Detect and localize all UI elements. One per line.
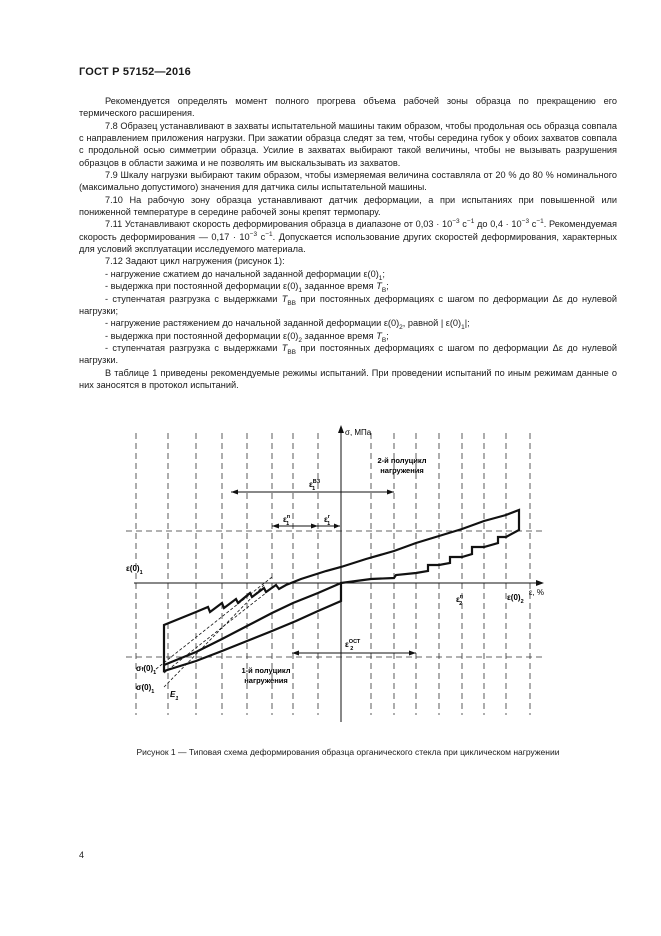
list-item: [79, 330, 617, 342]
half-cycle-1-label: [242, 666, 291, 685]
label-line: нагружения: [380, 466, 424, 475]
figure-1: [126, 425, 550, 730]
text-run: - ступенчатая разгрузка с выдержками: [105, 293, 282, 304]
symbol-eps0-2: $\varepsilon(0)_2$: [507, 593, 524, 605]
text-run: , равной | ε(0): [402, 318, 462, 329]
half-cycle-2-label: [378, 456, 427, 475]
text-run: ;: [386, 281, 389, 292]
subscript: ВВ: [287, 299, 296, 307]
label-line: 1-й полуцикл: [241, 666, 291, 675]
list-item: [79, 268, 617, 280]
subscript: 2: [298, 336, 302, 344]
symbol-eps0-1: $\varepsilon(0)_1$: [126, 564, 143, 576]
list-item: [79, 317, 617, 332]
x-axis-arrow: [536, 580, 544, 586]
text-run: . Допускается использование других скоростей деформирования, характерных для условий эксплуатации исследуемого материала.: [79, 231, 617, 255]
text-run: до 0,4 · 10: [474, 219, 522, 230]
subscript: В: [381, 286, 387, 294]
paragraph-7-9: 7.9 Шкалу нагрузки выбирают таким образом, чтобы измеряемая величина составляла от 20 % до 80 % номинального (максимально допустимого) значения для датчика силы испытательной машины.: [79, 170, 617, 193]
symbol-sigma0-1: $\sigma(0)_1$: [136, 683, 155, 695]
text-run: ;: [382, 268, 385, 279]
grid-lines: [126, 433, 544, 715]
exponent: −3: [521, 218, 530, 226]
deformation-diagram: [126, 425, 550, 730]
label-line: 2-й полуцикл: [377, 456, 427, 465]
text-run: 7.11 Устанавливают скорость деформирования образца в диапазоне от 0,03 · 10: [105, 219, 453, 230]
y-axis-label: σ, МПа: [345, 428, 372, 437]
text-run: - нагружение сжатием до начальной заданной деформации ε(0): [105, 268, 379, 279]
subscript: 1: [461, 324, 465, 332]
text-run: с: [257, 231, 266, 242]
symbol-eps-vz: $\varepsilon^{ВЗ}$ 1: [309, 479, 321, 492]
document-header: ГОСТ Р 57152—2016: [79, 66, 191, 78]
list-item: [79, 280, 617, 292]
text-run: - нагружение растяжением до начальной заданной деформации ε(0): [105, 318, 400, 329]
text-run: с: [459, 219, 467, 230]
subscript: 1: [298, 286, 302, 294]
list-item: [79, 342, 617, 367]
exponent: −3: [452, 218, 460, 226]
text-run: . Рекомендуемая скорость деформирования — 0,17 · 10: [79, 219, 617, 242]
text-run: - выдержка при постоянной деформации ε(0): [105, 330, 299, 341]
exponent: −3: [249, 230, 258, 238]
symbol-sigma-f1: $\sigma f(0)_1$: [136, 664, 157, 676]
exponent: −1: [466, 218, 475, 226]
paragraph: Рекомендуется определять момент полного прогрева объема рабочей зоны образца по прекращению его термического расширения.: [79, 96, 617, 119]
symbol-eps-ost: $\varepsilon^{ОСТ}$ 2: [345, 639, 361, 652]
subscript: ВВ: [287, 348, 296, 356]
label-line: нагружения: [244, 676, 288, 685]
text-run: заданное время: [302, 330, 377, 341]
symbol-eps-g: $\varepsilon^г$ 1: [324, 514, 331, 527]
list-item: [79, 293, 617, 318]
text-run: при постоянных деформациях с шагом по деформации Δε до нулевой нагрузки;: [79, 293, 617, 316]
exponent: −1: [536, 218, 544, 226]
exponent: −1: [265, 230, 273, 238]
text-run: - выдержка при постоянной деформации ε(0): [105, 281, 299, 292]
symbol: T: [376, 330, 382, 341]
paragraph-table-note: В таблице 1 приведены рекомендуемые режимы испытаний. При проведении испытаний по иным режимам данные о них заносятся в протокол испытаний.: [79, 367, 617, 390]
symbol: T: [376, 281, 382, 292]
text-run: при постоянных деформациях с шагом по деформации Δε до нулевой нагрузки.: [79, 342, 617, 366]
subscript: В: [381, 336, 387, 344]
figure-caption: Рисунок 1 — Типовая схема деформирования образца органического стекла при циклическом нагружении: [136, 747, 560, 757]
symbol: T: [281, 293, 288, 304]
symbol-E1: $E_1$: [170, 690, 179, 702]
page-number: 4: [79, 850, 85, 860]
subscript: 1: [378, 274, 383, 282]
text-run: |;: [464, 318, 470, 329]
symbol-eps-p2: $\varepsilon^п$ 2: [456, 594, 464, 607]
body-text: [79, 95, 617, 391]
guide-line: [164, 585, 276, 673]
symbol-eps-p: $\varepsilon^п$ 1: [283, 514, 291, 527]
text-run: заданное время: [302, 281, 377, 292]
subscript: 2: [399, 324, 403, 332]
paragraph-7-8: 7.8 Образец устанавливают в захваты испытательной машины таким образом, чтобы продольная ось образца совпала с направлением приложения нагрузки. При зажатии образца следят за тем, чтобы середина губок у обоих захватов совпала с продольной осью симметрии образца. Усилие в захватах выбирают такой величины, чтобы не вызывать разрушения образцов в области зажима и не позволять им выскальзывать из захватов.: [79, 120, 617, 168]
text-run: - ступенчатая разгрузка с выдержками: [105, 342, 282, 353]
paragraph-7-11: [79, 218, 617, 255]
symbol: T: [281, 342, 288, 353]
text-run: с: [529, 219, 537, 230]
paragraph-7-10: 7.10 На рабочую зону образца устанавливают датчик деформации, а при испытаниях при повышенной или пониженной температуре в середине рабочей зоны крепят термопару.: [79, 194, 617, 218]
paragraph-7-12: 7.12 Задают цикл нагружения (рисунок 1):: [105, 256, 285, 267]
text-run: ;: [386, 330, 389, 341]
x-axis-label: ε, %: [528, 588, 544, 597]
y-axis-arrow: [338, 425, 344, 433]
